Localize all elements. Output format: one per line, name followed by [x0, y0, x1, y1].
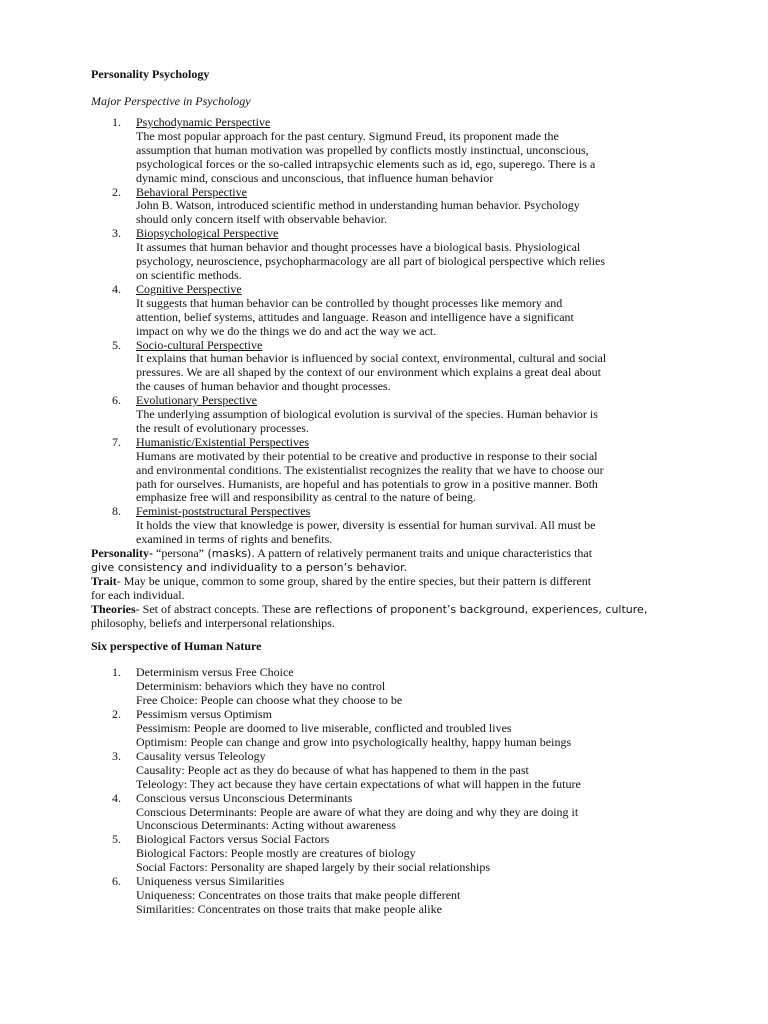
trait-body-1: - May be unique, common to some group, shared by the entire species, but their pattern is different	[116, 573, 592, 588]
perspective-item-text-line: assumption that human motivation was propelled by conflicts mostly instinctual, unconscious,	[136, 142, 589, 157]
nature-item	[91, 750, 691, 792]
perspective-item-text-line: pressures. We are all shaped by the context of our environment which explains a great deal about	[136, 365, 601, 380]
perspective-item-text-line: dynamic mind, conscious and unconscious, that influence human behavior	[136, 170, 494, 185]
perspective-item-text-line: It suggests that human behavior can be controlled by thought processes like memory and	[136, 295, 563, 310]
perspective-item-text-line: and environmental conditions. The existentialist recognizes the reality that we have to choose our	[136, 462, 604, 477]
nature-heading: Six perspective of Human Nature	[91, 638, 262, 653]
theories-body-1b: are reflections of proponent’s background, experiences, culture,	[293, 602, 648, 616]
theories-term: Theories	[91, 601, 136, 616]
perspective-item-title: Socio-cultural Perspective	[136, 337, 263, 352]
nature-item	[91, 875, 691, 917]
perspective-item-title: Psychodynamic Perspective	[136, 115, 271, 129]
perspective-item	[91, 186, 691, 228]
perspective-item-text-line: The underlying assumption of biological evolution is survival of the species. Human behavior is	[136, 407, 598, 422]
personality-masks: (masks).	[203, 547, 255, 561]
nature-item-text-line: Biological Factors: People mostly are creatures of biology	[136, 846, 416, 861]
nature-item-text-line: Similarities: Concentrates on those traits that make people alike	[136, 901, 442, 916]
perspective-item-text-line: attention, belief systems, attitudes and language. Reason and intelligence have a significant	[136, 309, 574, 324]
nature-item-title: Pessimism versus Optimism	[136, 707, 273, 722]
personality-quote: “persona”	[153, 546, 204, 561]
perspective-item	[91, 436, 691, 506]
perspective-item-text-line: It explains that human behavior is influenced by social context, environmental, cultural and social	[136, 351, 607, 366]
perspective-item	[91, 339, 691, 395]
nature-item-text-line: Pessimism: People are doomed to live miserable, conflicted and troubled lives	[136, 721, 512, 736]
perspective-item	[91, 505, 691, 547]
trait-body-2: for each individual.	[91, 587, 185, 602]
perspective-item-number: 1.	[112, 115, 121, 129]
nature-list	[91, 666, 691, 916]
nature-item-title: Conscious versus Unconscious Determinants	[136, 790, 353, 805]
perspective-item	[91, 283, 691, 339]
perspective-item-text-line: The most popular approach for the past century. Sigmund Freud, its proponent made the	[136, 128, 559, 143]
theories-body-1a: - Set of abstract concepts. These	[135, 601, 294, 616]
nature-item-text-line: Teleology: They act because they have certain expectations of what will happen in the future	[136, 776, 581, 791]
perspective-item-text-line: path for ourselves. Humanists, are hopeful and has potentials to grow in a positive manner. Both	[136, 476, 598, 491]
trait-term: Trait	[91, 573, 117, 588]
personality-definition	[91, 547, 691, 575]
perspective-item-title: Humanistic/Existential Perspectives	[136, 434, 309, 449]
nature-item-number: 1.	[112, 665, 121, 680]
perspective-item-text-line: the causes of human behavior and thought processes.	[136, 379, 391, 394]
nature-item-text-line: Determinism: behaviors which they have no control	[136, 679, 386, 694]
perspective-item-number: 7.	[112, 434, 121, 449]
nature-item-text-line: Unconscious Determinants: Acting without awareness	[136, 818, 396, 833]
nature-item-number: 4.	[112, 790, 121, 805]
perspective-item-title: Behavioral Perspective	[136, 184, 247, 199]
perspective-item-title: Biopsychological Perspective	[136, 226, 279, 241]
perspective-item	[91, 227, 691, 283]
perspective-item-number: 2.	[112, 184, 121, 199]
theories-body-2: philosophy, beliefs and interpersonal relationships.	[91, 615, 335, 630]
perspective-item-text-line: It holds the view that knowledge is power, diversity is essential for human survival. All must be	[136, 518, 596, 533]
document-subtitle: Major Perspective in Psychology	[91, 94, 251, 108]
perspective-item-text-line: examined in terms of rights and benefits.	[136, 532, 333, 547]
personality-term: Personality-	[91, 546, 153, 561]
nature-item-text-line: Conscious Determinants: People are aware of what they are doing and why they are doing it	[136, 804, 579, 819]
perspective-item-text-line: impact on why we do the things we do and act the way we act.	[136, 323, 437, 338]
perspective-item-text-line: psychology, neuroscience, psychopharmacology are all part of biological perspective which relies	[136, 254, 606, 269]
perspective-item-number: 8.	[112, 504, 121, 519]
theories-definition	[91, 603, 691, 631]
perspective-item-text-line: Humans are motivated by their potential to be creative and productive in response to their social	[136, 448, 598, 463]
perspective-item-text-line: on scientific methods.	[136, 267, 242, 282]
nature-item-number: 3.	[112, 748, 121, 763]
nature-item-number: 2.	[112, 707, 121, 722]
perspective-item-number: 3.	[112, 226, 121, 241]
document-title: Personality Psychology	[91, 67, 210, 81]
nature-item-title: Uniqueness versus Similarities	[136, 874, 284, 889]
perspective-item-title: Feminist-poststructural Perspectives	[136, 504, 311, 519]
nature-item	[91, 666, 691, 708]
nature-item-title: Determinism versus Free Choice	[136, 665, 294, 680]
perspective-item-text-line: should only concern itself with observable behavior.	[136, 212, 387, 227]
nature-item-number: 6.	[112, 874, 121, 889]
personality-body-1: A pattern of relatively permanent traits and unique characteristics that	[254, 546, 593, 561]
perspective-item-number: 4.	[112, 281, 121, 296]
perspective-item-text-line: John B. Watson, introduced scientific method in understanding human behavior. Psychology	[136, 198, 580, 213]
personality-body-2: give consistency and individuality to a person’s behavior.	[91, 561, 408, 574]
nature-item-text-line: Social Factors: Personality are shaped largely by their social relationships	[136, 860, 491, 875]
perspective-item	[91, 394, 691, 436]
nature-item	[91, 833, 691, 875]
nature-item	[91, 708, 691, 750]
nature-item-text-line: Free Choice: People can choose what they choose to be	[136, 693, 403, 708]
nature-item-title: Causality versus Teleology	[136, 748, 266, 763]
perspective-item-text-line: emphasize free will and responsibility as central to the nature of being.	[136, 490, 476, 505]
nature-item-text-line: Causality: People act as they do because of what has happened to them in the past	[136, 762, 529, 777]
nature-item	[91, 792, 691, 834]
perspective-item-number: 6.	[112, 393, 121, 408]
perspective-item-title: Cognitive Perspective	[136, 281, 242, 296]
perspective-item-text-line: It assumes that human behavior and thought processes have a biological basis. Physiological	[136, 240, 581, 255]
nature-item-title: Biological Factors versus Social Factors	[136, 832, 330, 847]
document-body	[91, 68, 691, 917]
perspective-item-text-line: psychological forces or the so-called intrapsychic elements such as id, ego, superego. There is a	[136, 156, 596, 171]
trait-definition	[91, 575, 691, 603]
perspective-item-text-line: the result of evolutionary processes.	[136, 420, 309, 435]
perspective-item	[91, 116, 691, 186]
nature-item-text-line: Optimism: People can change and grow into psychologically healthy, happy human beings	[136, 734, 572, 749]
nature-item-number: 5.	[112, 832, 121, 847]
perspectives-list	[91, 116, 691, 547]
nature-item-text-line: Uniqueness: Concentrates on those traits that make people different	[136, 887, 461, 902]
perspective-item-title: Evolutionary Perspective	[136, 393, 257, 408]
perspective-item-number: 5.	[112, 337, 121, 352]
